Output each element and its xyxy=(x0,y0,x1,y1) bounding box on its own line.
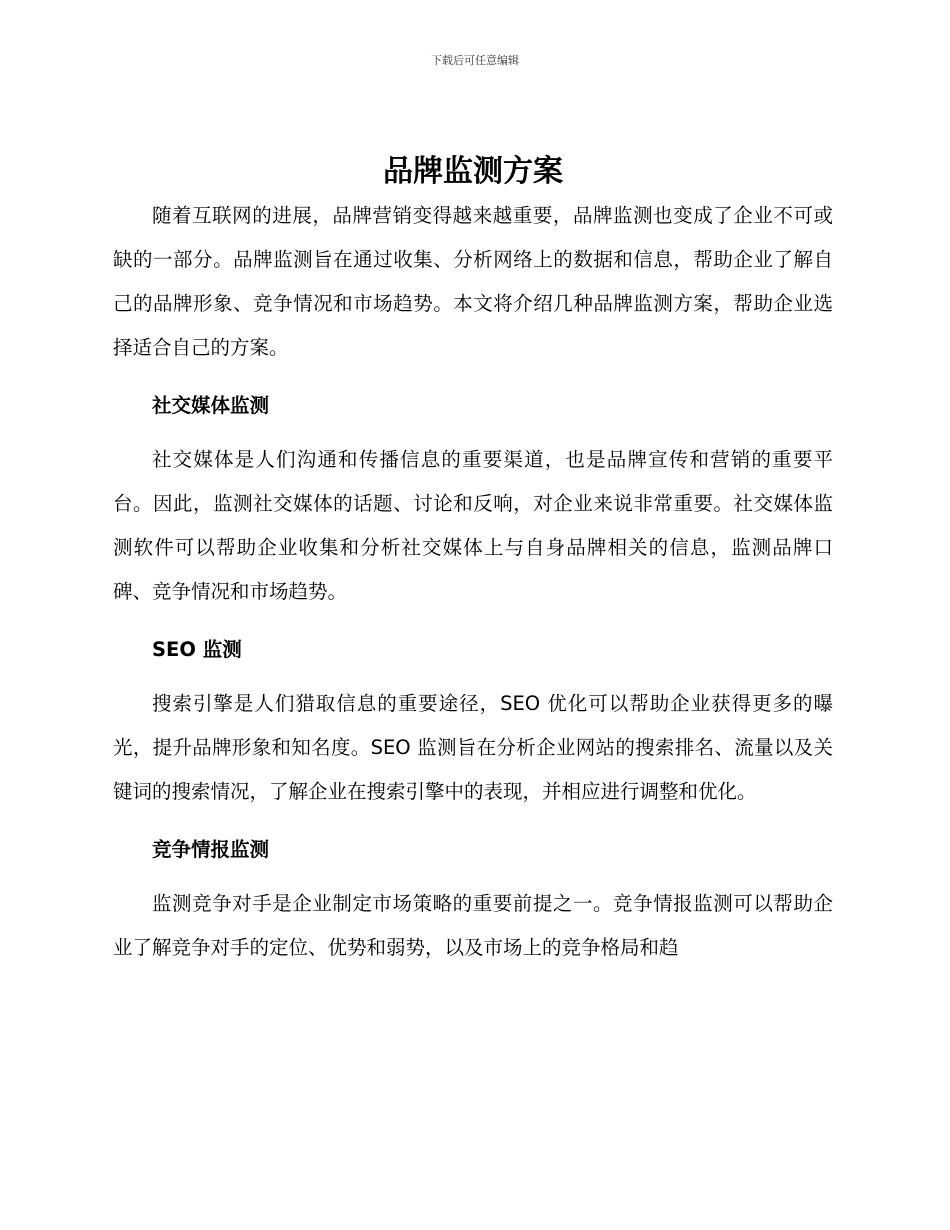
section-body-competitive-intel: 监测竞争对手是企业制定市场策略的重要前提之一。竞争情报监测可以帮助企业了解竞争对手的定位、优势和弱势，以及市场上的竞争格局和趋 xyxy=(113,892,833,959)
document-body xyxy=(113,150,833,970)
section-body-seo: 搜索引擎是人们猎取信息的重要途径，SEO 优化可以帮助企业获得更多的曝光，提升品牌形象和知名度。SEO 监测旨在分析企业网站的搜索排名、流量以及关键词的搜索情况，了解企业在搜索引擎中的表现，并相应进行调整和优化。 xyxy=(113,692,833,803)
document-title: 品牌监测方案 xyxy=(383,154,563,189)
section-heading-competitive-intel: 竞争情报监测 xyxy=(152,838,270,861)
section-body-social-media: 社交媒体是人们沟通和传播信息的重要渠道，也是品牌宣传和营销的重要平台。因此，监测社交媒体的话题、讨论和反响，对企业来说非常重要。社交媒体监测软件可以帮助企业收集和分析社交媒体上与自身品牌相关的信息，监测品牌口碑、竞争情况和市场趋势。 xyxy=(113,448,833,603)
header-note: 下载后可任意编辑 xyxy=(431,54,519,67)
section-heading-social-media: 社交媒体监测 xyxy=(152,394,270,417)
section-heading-seo: SEO 监测 xyxy=(152,638,242,661)
intro-paragraph: 随着互联网的进展，品牌营销变得越来越重要，品牌监测也变成了企业不可或缺的一部分。品牌监测旨在通过收集、分析网络上的数据和信息，帮助企业了解自己的品牌形象、竞争情况和市场趋势。本文将介绍几种品牌监测方案，帮助企业选择适合自己的方案。 xyxy=(113,204,833,359)
